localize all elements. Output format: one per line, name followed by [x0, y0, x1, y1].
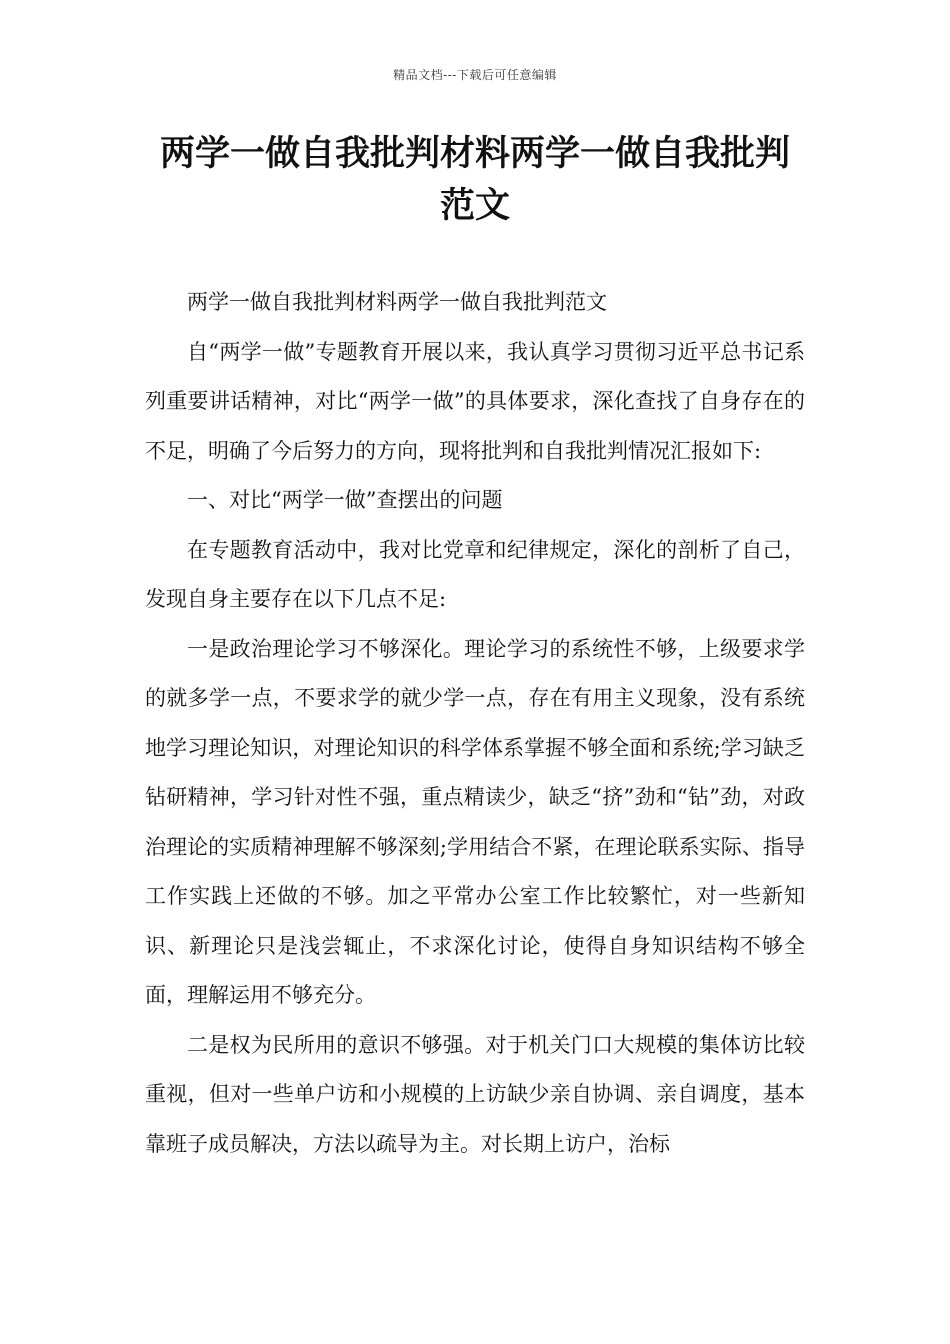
document-body [145, 278, 805, 1169]
header-note: 精品文档---下载后可任意编辑 [393, 68, 557, 82]
paragraph: 在专题教育活动中，我对比党章和纪律规定，深化的剖析了自己，发现自身主要存在以下几点不足: [145, 537, 805, 611]
section-heading: 一、对比“两学一做”查摆出的问题 [187, 488, 503, 512]
document-title: 两学一做自我批判材料两学一做自我批判范文 [159, 134, 790, 226]
paragraph: 两学一做自我批判材料两学一做自我批判范文 [187, 290, 607, 314]
paragraph: 一是政治理论学习不够深化。理论学习的系统性不够，上级要求学的就多学一点，不要求学的就少学一点，存在有用主义现象，没有系统地学习理论知识，对理论知识的科学体系掌握不够全面和系统;学习缺乏钻研精神，学习针对性不强，重点精读少，缺乏“挤”劲和“钻”劲，对政治理论的实质精神理解不够深刻;学用结合不紧，在理论联系实际、指导工作实践上还做的不够。加之平常办公室工作比较繁忙，对一些新知识、新理论只是浅尝辄止，不求深化讨论，使得自身知识结构不够全面，理解运用不够充分。 [145, 636, 805, 1007]
paragraph: 自“两学一做”专题教育开展以来，我认真学习贯彻习近平总书记系列重要讲话精神，对比“两学一做”的具体要求，深化查找了自身存在的不足，明确了今后努力的方向，现将批判和自我批判情况汇报如下: [145, 339, 805, 463]
paragraph: 二是权为民所用的意识不够强。对于机关门口大规模的集体访比较重视，但对一些单户访和小规模的上访缺少亲自协调、亲自调度，基本靠班子成员解决，方法以疏导为主。对长期上访户，治标 [145, 1032, 805, 1156]
